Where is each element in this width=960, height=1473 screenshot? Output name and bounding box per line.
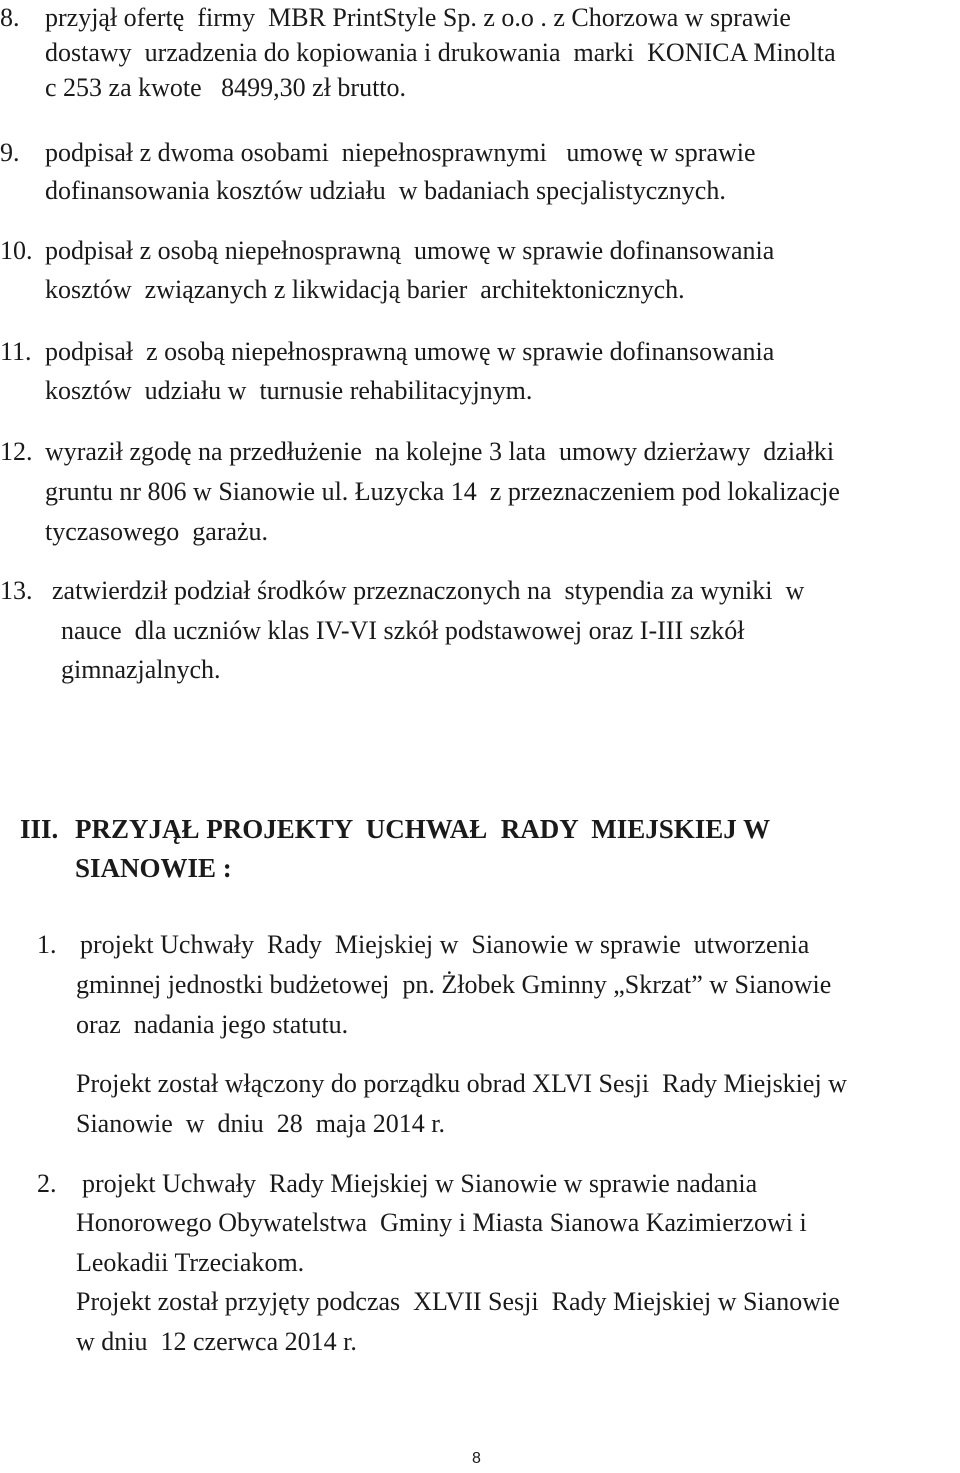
project-text-line: Honorowego Obywatelstwa Gminy i Miasta Sianowa Kazimierzowi i <box>76 1208 807 1237</box>
item-text-line: nauce dla uczniów klas IV-VI szkół podstawowej oraz I-III szkół <box>61 616 745 645</box>
item-number: 10. <box>0 236 33 265</box>
item-text-line: podpisał z osobą niepełnosprawną umowę w sprawie dofinansowania <box>45 337 775 366</box>
project-note-line: w dniu 12 czerwca 2014 r. <box>76 1327 357 1356</box>
item-text-line: kosztów udziału w turnusie rehabilitacyjnym. <box>45 376 533 405</box>
item-number: 9. <box>0 138 20 167</box>
project-number: 1. <box>37 930 57 959</box>
project-text-line: projekt Uchwały Rady Miejskiej w Sianowie w sprawie nadania <box>82 1169 758 1198</box>
project-note-line: Projekt został włączony do porządku obrad XLVI Sesji Rady Miejskiej w <box>76 1069 847 1098</box>
project-note-line: Sianowie w dniu 28 maja 2014 r. <box>76 1109 446 1138</box>
project-text-line: gminnej jednostki budżetowej pn. Żłobek Gminny „Skrzat” w Sianowie <box>76 970 832 999</box>
project-text-line: Leokadii Trzeciakom. <box>76 1248 305 1277</box>
item-text-line: gimnazjalnych. <box>61 655 221 684</box>
item-text-line: c 253 za kwote 8499,30 zł brutto. <box>45 73 407 102</box>
item-text-line: dofinansowania kosztów udziału w badaniach specjalistycznych. <box>45 176 726 205</box>
item-number: 8. <box>0 3 20 32</box>
item-text-line: gruntu nr 806 w Sianowie ul. Łuzycka 14 z przeznaczeniem pod lokalizacje <box>45 477 840 506</box>
section-title-line: PRZYJĄŁ PROJEKTY UCHWAŁ RADY MIEJSKIEJ W <box>75 814 771 844</box>
project-text-line: projekt Uchwały Rady Miejskiej w Sianowie w sprawie utworzenia <box>80 930 810 959</box>
section-numeral: III. <box>20 814 59 844</box>
item-number: 11. <box>0 337 32 366</box>
item-text-line: wyraził zgodę na przedłużenie na kolejne 3 lata umowy dzierżawy działki <box>45 437 835 466</box>
item-text-line: tyczasowego garażu. <box>45 517 269 546</box>
project-note-line: Projekt został przyjęty podczas XLVII Sesji Rady Miejskiej w Sianowie <box>76 1287 840 1316</box>
item-text-line: podpisał z dwoma osobami niepełnosprawnymi umowę w sprawie <box>45 138 756 167</box>
project-number: 2. <box>37 1169 57 1198</box>
item-text-line: przyjął ofertę firmy MBR PrintStyle Sp. z o.o . z Chorzowa w sprawie <box>45 3 791 32</box>
project-text-line: oraz nadania jego statutu. <box>76 1010 349 1039</box>
item-text-line: zatwierdził podział środków przeznaczonych na stypendia za wyniki w <box>52 576 805 605</box>
item-number: 13. <box>0 576 33 605</box>
item-number: 12. <box>0 437 33 466</box>
item-text-line: dostawy urzadzenia do kopiowania i drukowania marki KONICA Minolta <box>45 38 836 67</box>
item-text-line: podpisał z osobą niepełnosprawną umowę w sprawie dofinansowania <box>45 236 775 265</box>
page-number: 8 <box>472 1450 481 1467</box>
section-title-line: SIANOWIE : <box>75 853 232 883</box>
item-text-line: kosztów związanych z likwidacją barier architektonicznych. <box>45 275 685 304</box>
